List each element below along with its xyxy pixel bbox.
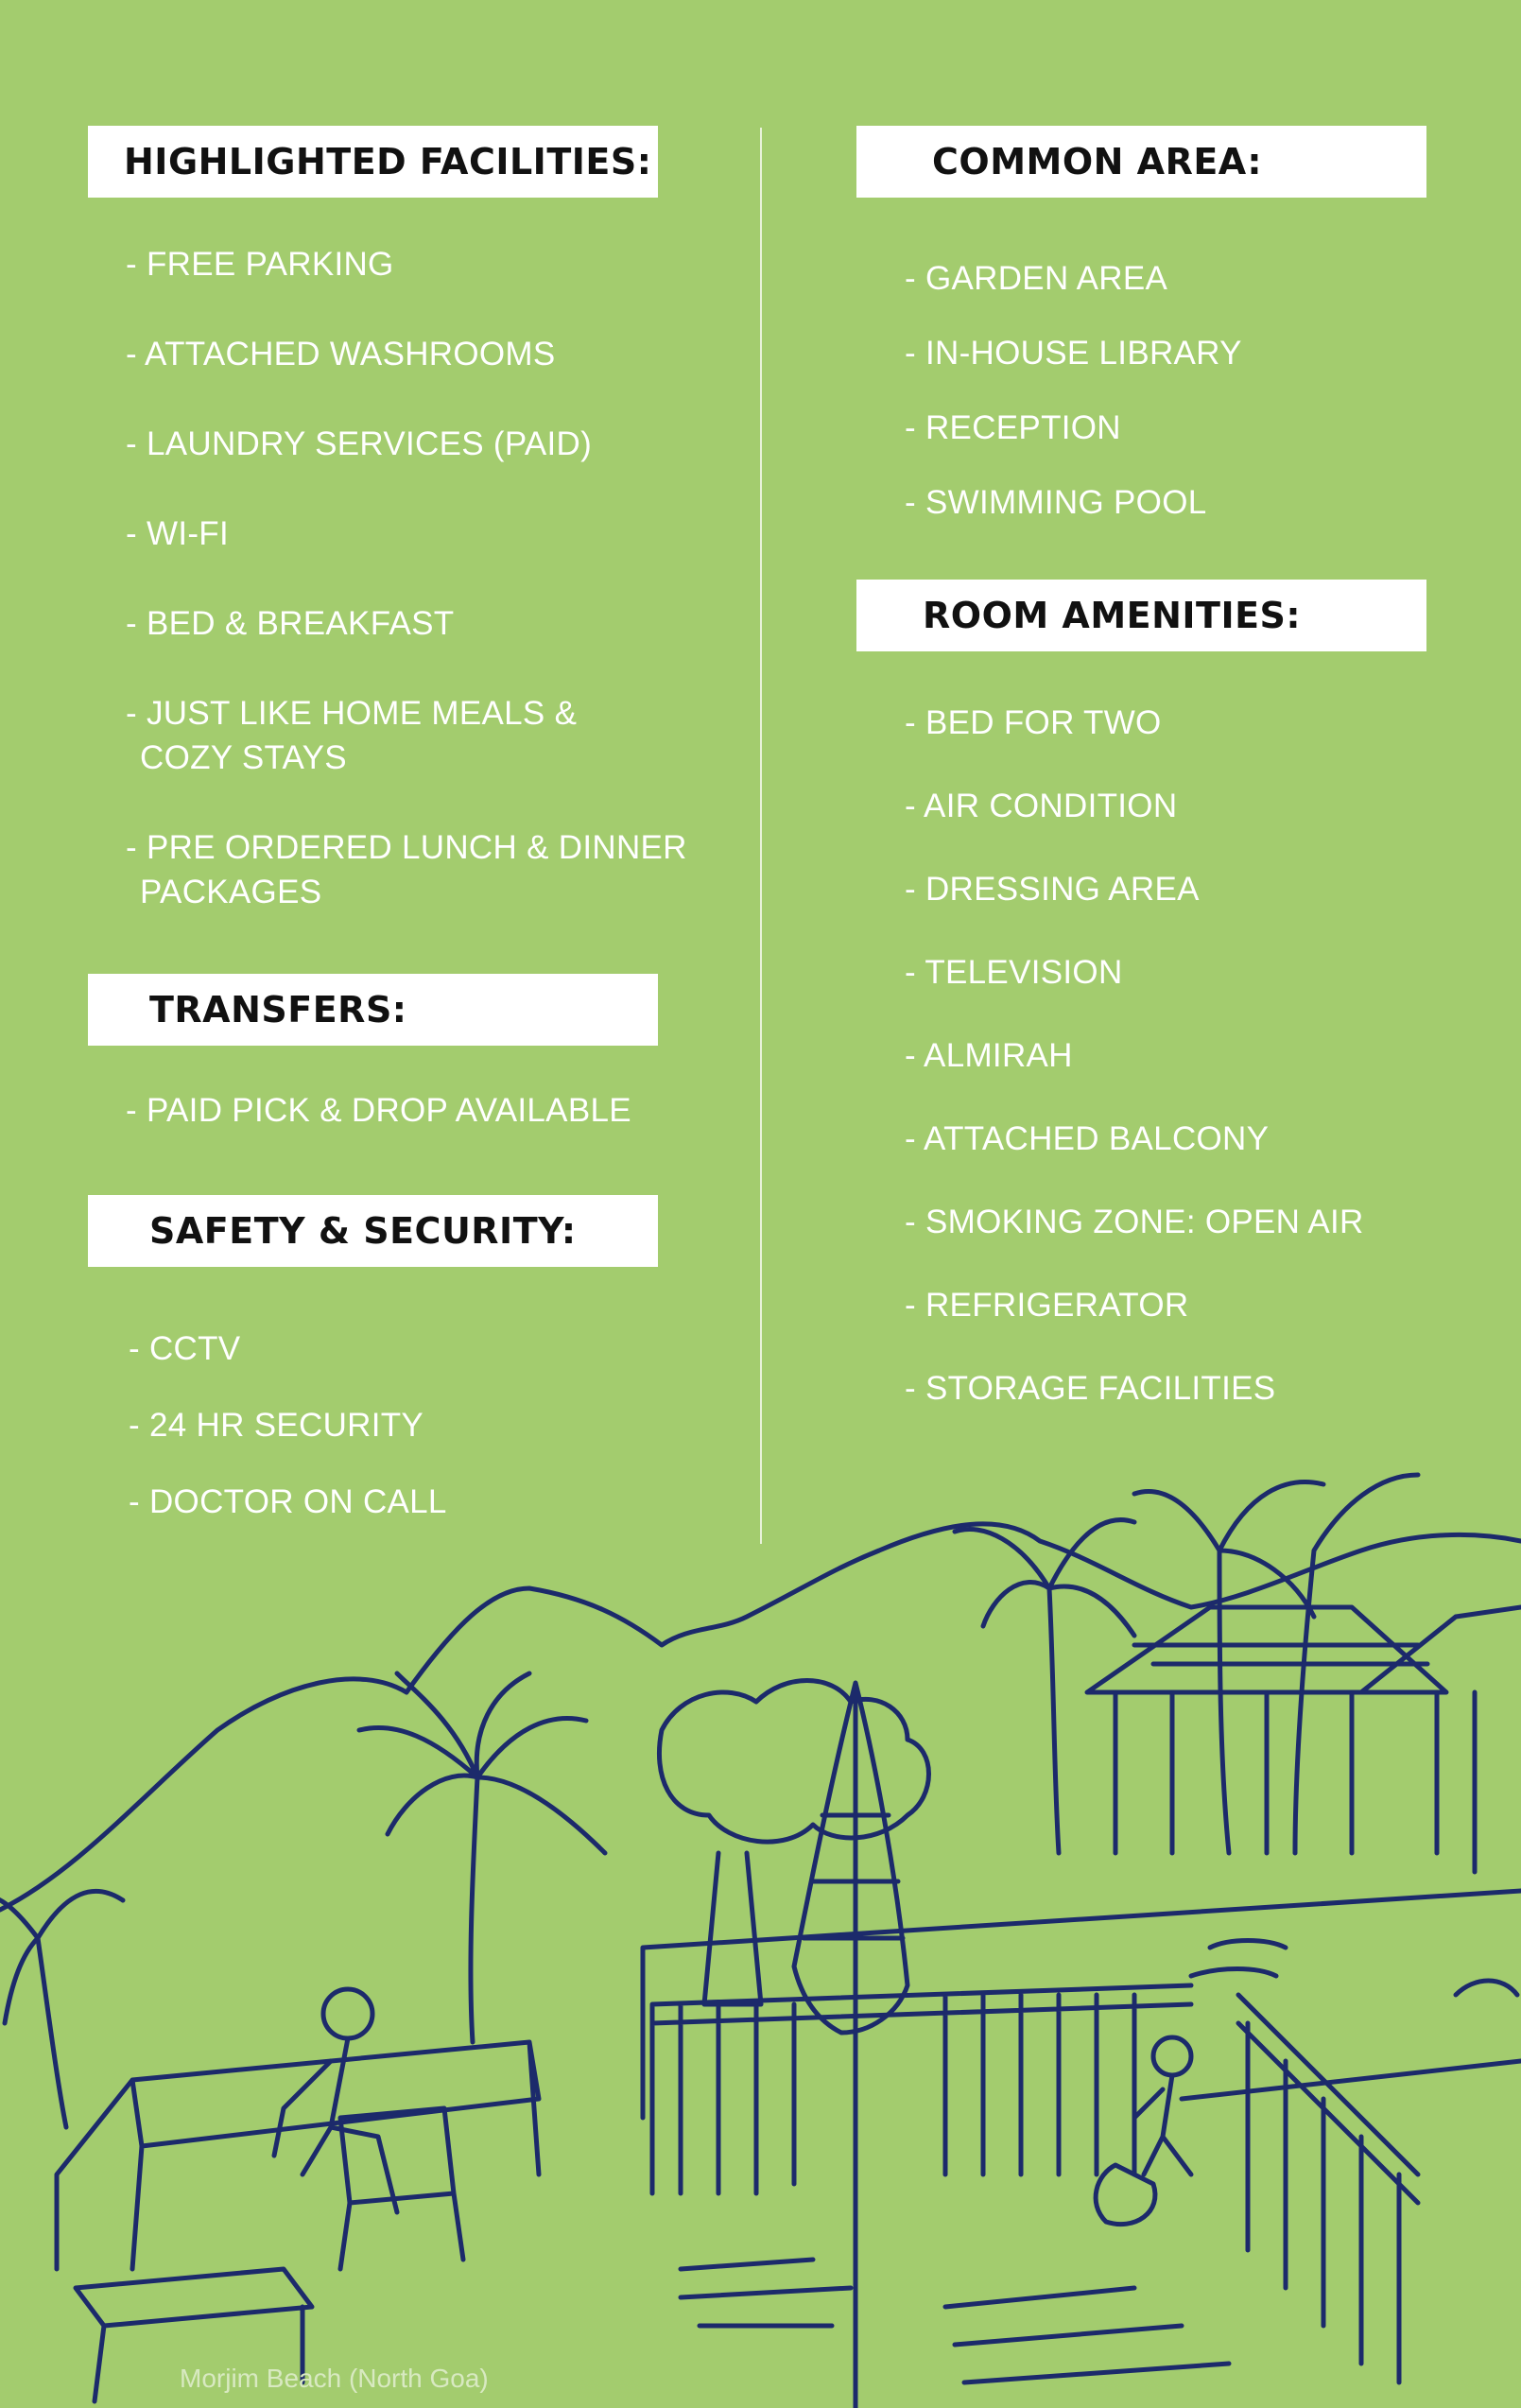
list-item: - SWIMMING POOL xyxy=(905,484,1207,521)
list-item: - DOCTOR ON CALL xyxy=(129,1483,447,1520)
list-item: - AIR CONDITION xyxy=(905,788,1178,824)
person-head xyxy=(323,1989,372,2038)
garden-bushes xyxy=(659,1681,928,1843)
transfers-title: TRANSFERS: xyxy=(149,989,407,1031)
highlighted-facilities-heading xyxy=(88,126,658,198)
palm-trunk-right-2 xyxy=(1219,1550,1229,1853)
list-item: - GARDEN AREA xyxy=(905,260,1168,297)
list-item: - FREE PARKING xyxy=(126,246,394,283)
transfers-heading xyxy=(88,974,658,1046)
list-item: - STORAGE FACILITIES xyxy=(905,1370,1276,1407)
safety-security-title: SAFETY & SECURITY: xyxy=(149,1210,577,1252)
railing-right xyxy=(1238,1995,1418,2382)
list-item: - RECEPTION xyxy=(905,409,1121,446)
list-item: - PRE ORDERED LUNCH & DINNER xyxy=(126,829,687,866)
list-item: - WI-FI xyxy=(126,515,229,552)
common-area-title: COMMON AREA: xyxy=(932,141,1263,182)
list-item: - ATTACHED BALCONY xyxy=(905,1120,1270,1157)
list-item: PACKAGES xyxy=(140,874,322,910)
list-item: - JUST LIKE HOME MEALS & xyxy=(126,695,578,732)
railing-left xyxy=(652,1985,1191,2193)
list-item: - REFRIGERATOR xyxy=(905,1287,1189,1324)
pool-water-lines xyxy=(1191,1941,1517,1996)
column-divider xyxy=(760,128,762,1544)
location-caption: Morjim Beach (North Goa) xyxy=(180,2364,489,2393)
list-item: - SMOKING ZONE: OPEN AIR xyxy=(905,1204,1364,1240)
list-item: - ATTACHED WASHROOMS xyxy=(126,336,556,372)
safety-security-heading xyxy=(88,1195,658,1267)
palm-trunk-left xyxy=(471,1777,477,2042)
list-item: - CCTV xyxy=(129,1330,241,1367)
palm-trunk-right-1 xyxy=(1049,1588,1059,1853)
list-item: - TELEVISION xyxy=(905,954,1123,991)
highlighted-facilities-title: HIGHLIGHTED FACILITIES: xyxy=(124,141,652,182)
list-item: - LAUNDRY SERVICES (PAID) xyxy=(126,425,593,462)
palm-fronds-left xyxy=(359,1673,605,1853)
common-area-heading xyxy=(856,126,1426,198)
room-amenities-title: ROOM AMENITIES: xyxy=(923,595,1302,636)
sofa xyxy=(57,2042,539,2269)
list-item: - IN-HOUSE LIBRARY xyxy=(905,335,1242,372)
list-item: COZY STAYS xyxy=(140,739,347,776)
list-item: - BED FOR TWO xyxy=(905,704,1162,741)
pool-deck xyxy=(643,1891,1521,2118)
room-amenities-heading xyxy=(856,580,1426,651)
list-item: - PAID PICK & DROP AVAILABLE xyxy=(126,1092,631,1129)
umbrella xyxy=(794,1683,907,2408)
list-item: - ALMIRAH xyxy=(905,1037,1073,1074)
list-item: - BED & BREAKFAST xyxy=(126,605,455,642)
list-item: - DRESSING AREA xyxy=(905,871,1200,908)
list-item: - 24 HR SECURITY xyxy=(129,1407,424,1444)
